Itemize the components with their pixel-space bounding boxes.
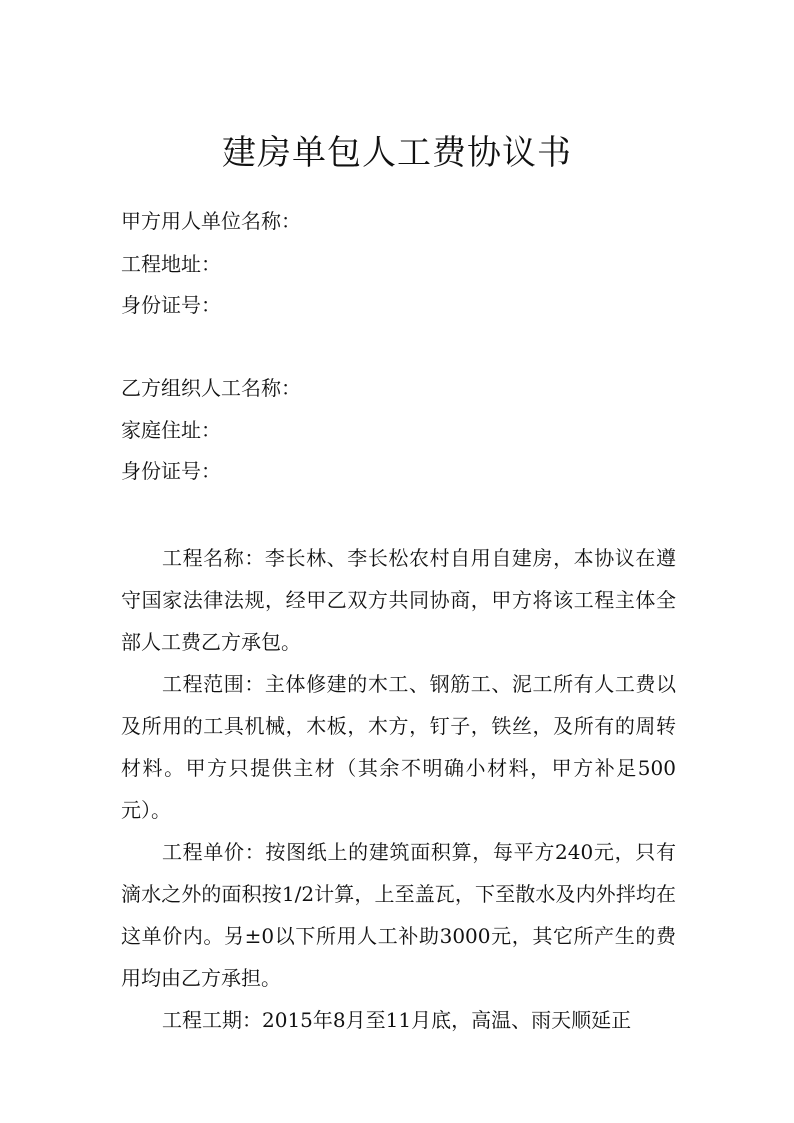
clause-project-name: 工程名称：李长林、李长松农村自用自建房，本协议在遵守国家法律法规，经甲乙双方共同协商，甲方将该工程主体全部人工费乙方承包。 — [121, 546, 676, 654]
clause-unit-price: 工程单价：按图纸上的建筑面积算，每平方240元，只有滴水之外的面积按1/2计算，上至盖瓦，下至散水及内外拌均在这单价内。另±0以下所用人工补助3000元，其它所产生的费用均由乙方承担。 — [121, 840, 676, 990]
party-b-address-label: 家庭住址： — [121, 418, 221, 442]
party-a-id-label: 身份证号： — [121, 293, 221, 317]
party-b-name-label: 乙方组织人工名称： — [121, 376, 301, 400]
document-title: 建房单包人工费协议书 — [222, 132, 572, 173]
clause-project-scope: 工程范围：主体修建的木工、钢筋工、泥工所有人工费以及所用的工具机械，木板，木方，钉子，铁丝，及所有的周转材料。甲方只提供主材（其余不明确小材料，甲方补足500元）。 — [121, 672, 676, 822]
party-a-address-label: 工程地址： — [121, 252, 221, 276]
clause-schedule: 工程工期：2015年8月至11月底，高温、雨天顺延正 — [162, 1008, 632, 1032]
party-b-id-label: 身份证号： — [121, 459, 221, 483]
agreement-body — [121, 537, 676, 1041]
party-a-unit-name-label: 甲方用人单位名称： — [121, 209, 301, 233]
